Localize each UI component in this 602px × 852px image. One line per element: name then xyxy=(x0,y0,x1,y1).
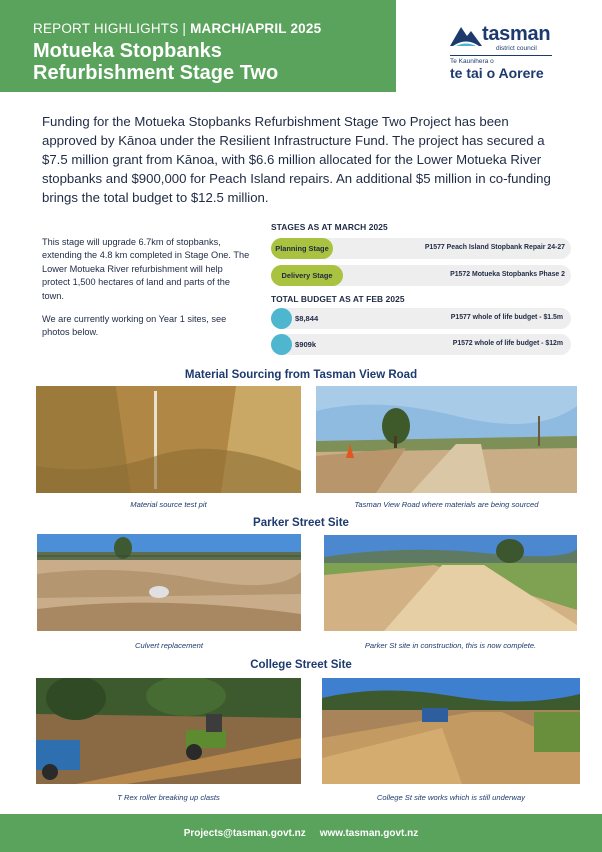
section-title-material-sourcing: Material Sourcing from Tasman View Road xyxy=(184,369,418,381)
page-footer xyxy=(0,814,602,852)
budget-description: P1572 whole of life budget - $12m xyxy=(452,340,563,347)
budget-dot-icon xyxy=(271,334,292,355)
title-line-1: Motueka Stopbanks xyxy=(33,40,222,62)
report-separator: | xyxy=(182,21,187,36)
footer-website-link[interactable]: www.tasman.govt.nz xyxy=(319,827,419,839)
caption-t-rex-roller: T Rex roller breaking up clasts xyxy=(117,793,220,802)
page-title xyxy=(33,40,396,84)
stage-pill-delivery: Delivery Stage xyxy=(271,265,343,286)
summary-paragraph-1: This stage will upgrade 6.7km of stopbanks, extending the 4.8 km completed in Stage One. The Lower Motueka River refurbishment will help protect 1,500 hectares of land and parts of the town. xyxy=(42,237,250,301)
photo-college-st-works xyxy=(322,678,580,784)
project-summary xyxy=(42,236,252,340)
logo-maori-name: te tai o Aorere xyxy=(450,65,544,81)
intro-paragraph: Funding for the Motueka Stopbanks Refurbishment Stage Two Project has been approved by Kānoa under the Resilient Infrastructure Fund. The project has secured a $7.5 million grant from Kānoa, with $6.6 million allocated for the Lower Motueka River stopbanks and $900,000 for Peach Island repairs. An additional $5 million in co-funding brings the total budget to $12.5 million. xyxy=(42,114,551,205)
photo-culvert-replacement xyxy=(37,534,301,631)
budget-row xyxy=(271,308,571,329)
summary-paragraph-2: We are currently working on Year 1 sites, see photos below. xyxy=(42,314,227,338)
logo-subname: district council xyxy=(496,45,537,52)
caption-college-st-works: College St site works which is still underway xyxy=(376,793,526,802)
report-period: MARCH/APRIL 2025 xyxy=(190,21,322,36)
header-banner xyxy=(0,0,396,92)
council-logo xyxy=(396,0,602,92)
stage-project: P1577 Peach Island Stopbank Repair 24-27 xyxy=(424,244,565,251)
stage-pill-planning: Planning Stage xyxy=(271,238,333,259)
title-line-2: Refurbishment Stage Two xyxy=(33,62,279,84)
logo-name: tasman xyxy=(482,23,551,45)
budget-dot-icon xyxy=(271,308,292,329)
caption-test-pit: Material source test pit xyxy=(130,500,207,509)
caption-culvert-replacement: Culvert replacement xyxy=(135,641,203,650)
photo-test-pit xyxy=(36,386,301,493)
stages-heading: STAGES AS AT MARCH 2025 xyxy=(271,222,388,232)
section-title-parker-street: Parker Street Site xyxy=(253,517,349,529)
caption-parker-st-construction: Parker St site in construction, this is now complete. xyxy=(364,641,537,650)
footer-email-link[interactable]: Projects@tasman.govt.nz xyxy=(183,827,306,839)
logo-tagline: Te Kaunihera o xyxy=(450,58,494,65)
budget-amount: $8,844 xyxy=(295,314,319,323)
caption-tasman-view-road: Tasman View Road where materials are being sourced xyxy=(354,500,539,509)
page-header xyxy=(0,0,602,92)
logo-divider xyxy=(450,55,552,56)
photo-tasman-view-road xyxy=(316,386,577,493)
stage-project: P1572 Motueka Stopbanks Phase 2 xyxy=(450,271,565,278)
stage-row xyxy=(271,265,571,286)
status-panel xyxy=(271,222,571,355)
report-period-line xyxy=(33,21,396,36)
section-title-college-street: College Street Site xyxy=(250,659,352,671)
budget-amount: $909k xyxy=(295,340,317,349)
stage-row xyxy=(271,238,571,259)
photo-t-rex-roller xyxy=(36,678,301,784)
budget-heading: TOTAL BUDGET AS AT FEB 2025 xyxy=(271,294,405,304)
mountain-logo-icon xyxy=(450,24,482,46)
photo-parker-st-construction xyxy=(324,535,577,631)
budget-description: P1577 whole of life budget - $1.5m xyxy=(450,314,563,321)
report-label: REPORT HIGHLIGHTS xyxy=(33,21,179,36)
budget-row xyxy=(271,334,571,355)
